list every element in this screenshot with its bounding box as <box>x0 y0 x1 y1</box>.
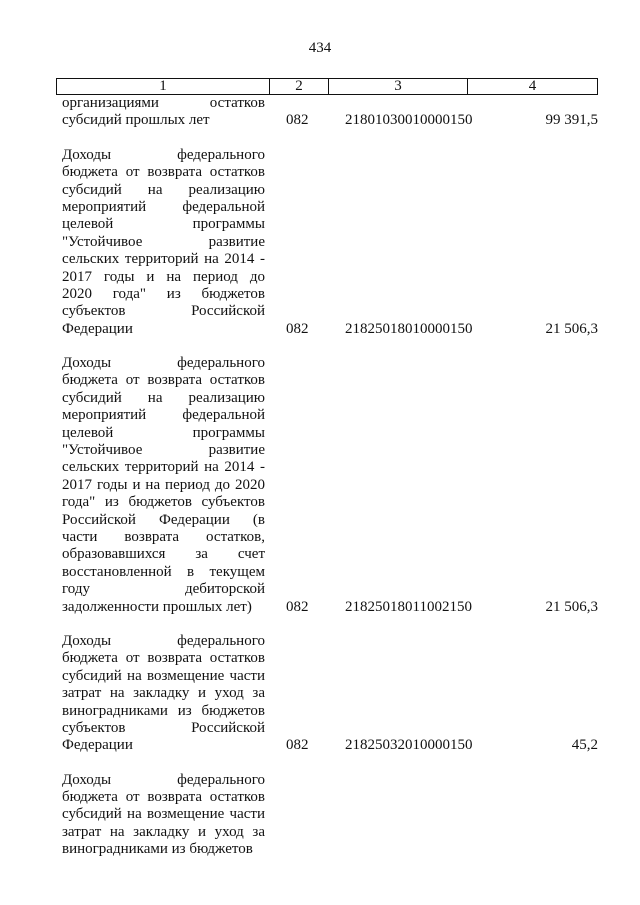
row-values <box>62 321 602 338</box>
budget-classification-code: 21825018010000150 <box>345 320 473 337</box>
description-line: бюджета от возврата остатков <box>62 650 265 667</box>
row-values <box>62 841 602 858</box>
row-values <box>62 737 602 754</box>
row-description <box>62 355 265 616</box>
description-line: затрат на закладку и уход за <box>62 823 265 840</box>
description-line: организациями остатков <box>62 95 265 111</box>
amount: 45,2 <box>571 737 598 754</box>
admin-code: 082 <box>286 598 309 615</box>
description-line: субсидий прошлых лет <box>62 112 210 129</box>
amount: 21 506,3 <box>545 320 598 337</box>
description-line: бюджета от возврата остатков <box>62 372 265 389</box>
description-line: году дебиторской <box>62 581 265 598</box>
row-gap <box>62 616 602 633</box>
description-line: Федерации <box>62 320 133 337</box>
description-line: сельских территорий на 2014 - <box>62 251 265 268</box>
description-line: целевой программы <box>62 424 265 441</box>
admin-code: 082 <box>286 320 309 337</box>
description-line: мероприятий федеральной <box>62 198 265 215</box>
description-line: субсидий на возмещение части <box>62 806 265 823</box>
table-row <box>62 772 602 859</box>
description-line: Федерации <box>62 737 133 754</box>
description-line: Доходы федерального <box>62 632 265 649</box>
description-line: части возврата остатков, <box>62 528 265 545</box>
amount: 21 506,3 <box>545 598 598 615</box>
row-values <box>62 599 602 616</box>
description-line: 2020 года" из бюджетов <box>62 285 265 302</box>
description-line: Доходы федерального <box>62 355 265 372</box>
table-row <box>62 633 602 755</box>
description-line: виноградниками из бюджетов <box>62 841 253 858</box>
row-gap <box>62 130 602 147</box>
row-gap <box>62 755 602 772</box>
admin-code: 082 <box>286 112 309 129</box>
description-line: субъектов Российской <box>62 719 265 736</box>
description-line: целевой программы <box>62 216 265 233</box>
description-line: субсидий на реализацию <box>62 181 265 198</box>
budget-classification-code: 21801030010000150 <box>345 112 473 129</box>
row-gap <box>62 338 602 355</box>
table-row <box>62 147 602 338</box>
table-body <box>62 95 602 859</box>
description-line: виноградниками из бюджетов <box>62 702 265 719</box>
description-line: субсидий на возмещение части <box>62 667 265 684</box>
description-line: бюджета от возврата остатков <box>62 789 265 806</box>
table-row <box>62 355 602 616</box>
amount: 99 391,5 <box>545 112 598 129</box>
row-values <box>62 112 602 129</box>
budget-classification-code: 21825032010000150 <box>345 737 473 754</box>
description-line: бюджета от возврата остатков <box>62 164 265 181</box>
page-number: 434 <box>308 40 332 56</box>
description-line: задолженности прошлых лет) <box>62 598 252 615</box>
column-header-2: 2 <box>270 79 329 94</box>
table-row <box>62 95 602 130</box>
column-header-1: 1 <box>57 79 270 94</box>
column-header-4: 4 <box>528 78 537 94</box>
description-line: субсидий на реализацию <box>62 389 265 406</box>
row-description <box>62 147 265 338</box>
description-line: года" из бюджетов субъектов <box>62 494 265 511</box>
description-line: мероприятий федеральной <box>62 407 265 424</box>
description-line: 2017 годы и на период до 2020 <box>62 476 265 493</box>
description-line: 2017 годы и на период до <box>62 268 265 285</box>
admin-code: 082 <box>286 737 309 754</box>
description-line: Российской Федерации (в <box>62 511 265 528</box>
description-line: образовавшихся за счет <box>62 546 265 563</box>
description-line: "Устойчивое развитие <box>62 233 265 250</box>
column-header-3: 3 <box>329 79 468 94</box>
description-line: затрат на закладку и уход за <box>62 685 265 702</box>
description-line: Доходы федерального <box>62 771 265 788</box>
description-line: сельских территорий на 2014 - <box>62 459 265 476</box>
budget-classification-code: 21825018011002150 <box>345 598 472 615</box>
description-line: Доходы федерального <box>62 146 265 163</box>
description-line: "Устойчивое развитие <box>62 442 265 459</box>
description-line: субъектов Российской <box>62 303 265 320</box>
table-column-header <box>56 78 598 95</box>
description-line: восстановленной в текущем <box>62 563 265 580</box>
